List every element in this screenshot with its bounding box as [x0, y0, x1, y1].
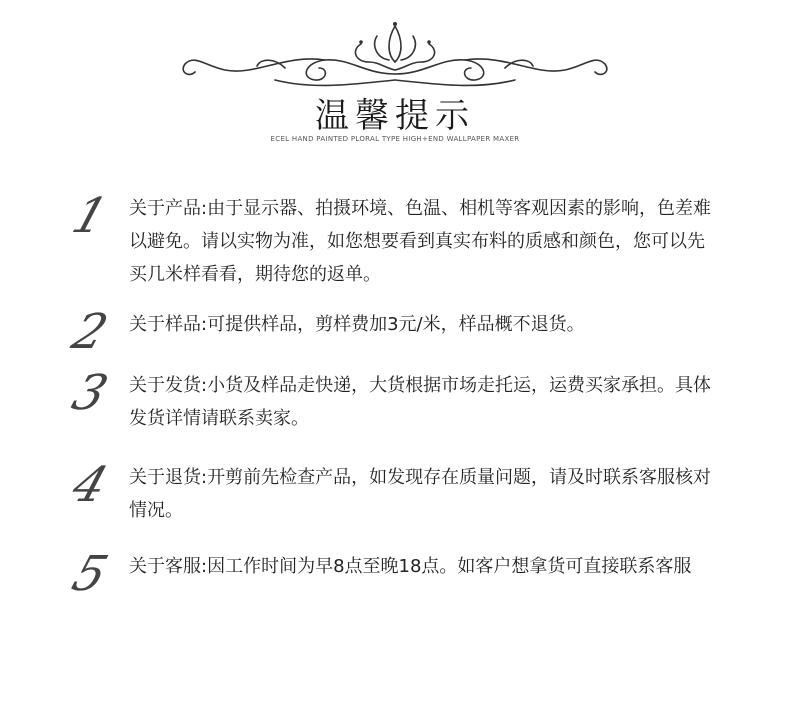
page-subtitle: ECEL HAND PAINTED PLORAL TYPE HIGH+END WALLPAPER MAXER	[270, 135, 520, 143]
item-text-5: 关于客服:因工作时间为早8点至晚18点。如客户想拿货可直接联系客服	[129, 556, 692, 577]
item-text-4: 关于退货:开剪前先检查产品，如发现存在质量问题，请及时联系客服核对情况。	[129, 467, 712, 521]
item-text-1: 关于产品:由于显示器、拍摄环境、色温、相机等客观因素的影响，色差难以避免。请以实物为准，如您想要看到真实布料的质感和颜色，您可以先买几米样看看，期待您的返单。	[129, 198, 712, 285]
item-number-3: 3	[65, 365, 115, 421]
item-number-1: 1	[65, 188, 115, 244]
item-number-4: 4	[65, 457, 115, 513]
item-text-3: 关于发货:小货及样品走快递，大货根据市场走托运，运费买家承担。具体发货详情请联系卖家。	[129, 375, 712, 429]
item-number-5: 5	[65, 546, 115, 602]
item-text-2: 关于样品:可提供样品，剪样费加3元/米，样品概不退货。	[129, 314, 585, 335]
item-number-2: 2	[65, 304, 115, 360]
page-title: 温馨提示	[315, 96, 475, 136]
decorative-scroll-ornament-icon	[165, 18, 625, 98]
